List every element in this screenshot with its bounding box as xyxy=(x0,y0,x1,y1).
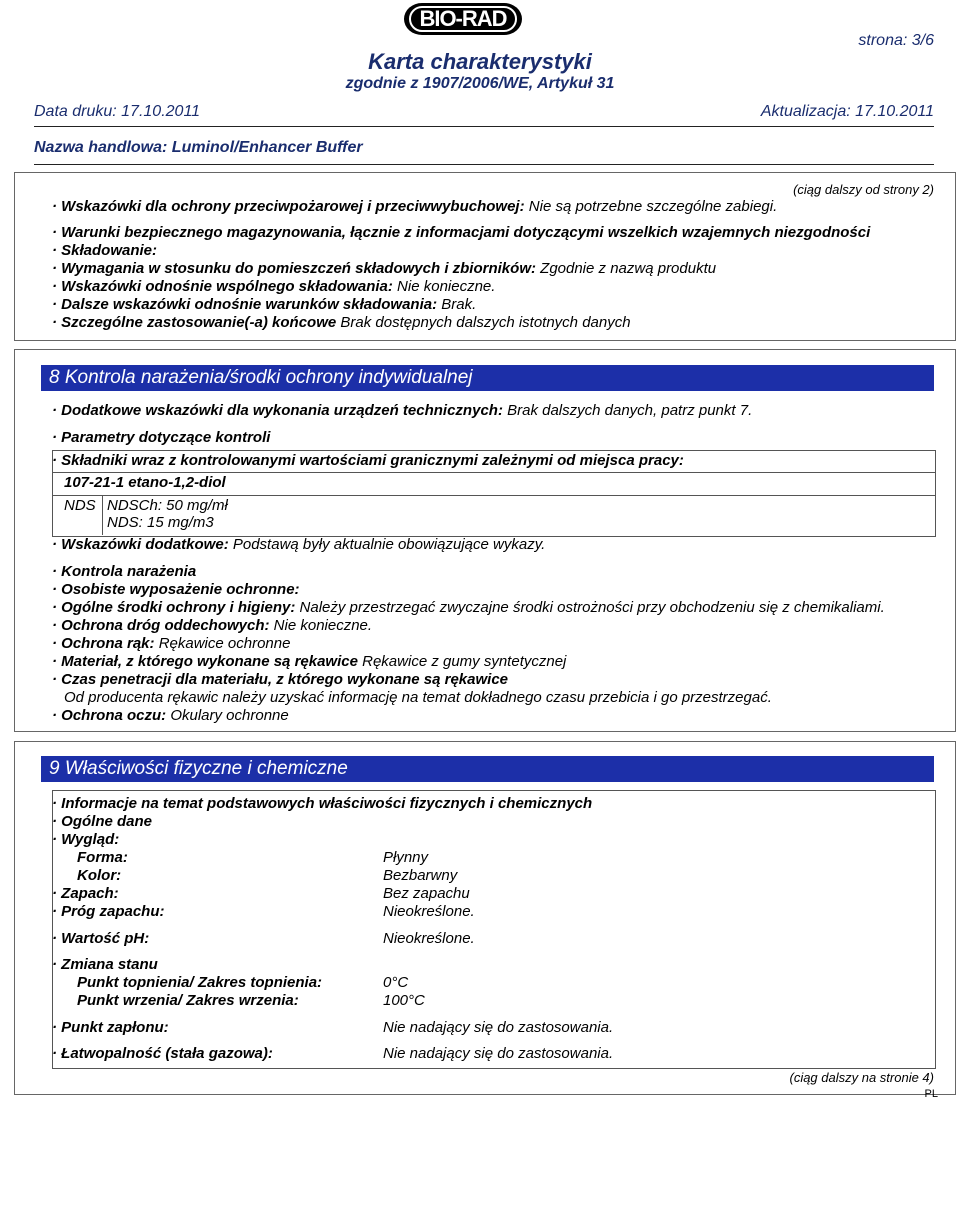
section9-title: 9 Właściwości fizyczne i chemiczne xyxy=(41,756,934,782)
odor-value: Bez zapachu xyxy=(383,885,470,902)
flammability-value: Nie nadający się do zastosowania. xyxy=(383,1045,614,1062)
flash-point-value: Nie nadający się do zastosowania. xyxy=(383,1019,614,1036)
update-date: Aktualizacja: 17.10.2011 xyxy=(760,103,934,120)
fire-protection-line xyxy=(52,198,777,216)
continued-from: (ciąg dalszy od strony 2) xyxy=(793,182,934,197)
color-label: Kolor: xyxy=(77,867,122,884)
storage-label: · Składowanie: xyxy=(52,242,158,259)
properties-info-label: · Informacje na temat podstawowych właściwości fizycznych i chemicznych xyxy=(52,795,593,812)
ph-value: Nieokreślone. xyxy=(383,930,475,947)
eyes-value: Okulary ochronne xyxy=(166,707,289,724)
extra-info-value: Podstawą były aktualnie obowiązujące wykazy. xyxy=(228,536,546,553)
table-header: · Składniki wraz z kontrolowanymi wartościami granicznymi zależnymi od miejsca pracy: xyxy=(52,452,684,469)
flammability-label: · Łatwopalność (stała gazowa): xyxy=(52,1045,273,1062)
document-title: Karta charakterystyki xyxy=(368,49,592,74)
penetration-value: Od producenta rękawic należy uzyskać informację na temat dokładnego czasu przebicia i go przestrzegać. xyxy=(64,689,772,706)
respiratory-label: · Ochrona dróg oddechowych: xyxy=(52,617,270,634)
technical-measures-line xyxy=(52,402,752,420)
extra-info-label: · Wskazówki dodatkowe: xyxy=(52,536,229,553)
joint-storage-line xyxy=(52,278,495,296)
eyes-line xyxy=(52,707,289,725)
ndsch-value: NDSCh: 50 mg/mł xyxy=(107,497,228,514)
hands-value: Rękawice ochronne xyxy=(154,635,291,652)
table-divider-2 xyxy=(52,495,935,496)
continued-on: (ciąg dalszy na stronie 4) xyxy=(789,1070,934,1085)
header-divider xyxy=(34,126,934,127)
melting-label: Punkt topnienia/ Zakres topnienia: xyxy=(77,974,323,991)
hands-line xyxy=(52,635,290,653)
storage-requirements-label: · Wymagania w stosunku do pomieszczeń składowych i zbiorników: xyxy=(52,260,536,277)
trade-name: Nazwa handlowa: Luminol/Enhancer Buffer xyxy=(34,139,363,156)
glove-material-line xyxy=(52,653,566,671)
form-label: Forma: xyxy=(77,849,128,866)
further-storage-label: · Dalsze wskazówki odnośnie warunków składowania: xyxy=(52,296,438,313)
odor-threshold-value: Nieokreślone. xyxy=(383,903,475,920)
ppe-label: · Osobiste wyposażenie ochronne: xyxy=(52,581,300,598)
further-storage-line xyxy=(52,296,476,314)
nds-value: NDS: 15 mg/m3 xyxy=(107,514,214,531)
language-code: PL xyxy=(924,1088,938,1100)
state-change-label: · Zmiana stanu xyxy=(52,956,158,973)
nds-label: NDS xyxy=(64,497,96,514)
respiratory-value: Nie konieczne. xyxy=(269,617,373,634)
odor-label: · Zapach: xyxy=(52,885,119,902)
end-use-line xyxy=(52,314,631,332)
table-divider xyxy=(52,472,935,473)
exposure-control-label: · Kontrola narażenia xyxy=(52,563,197,580)
further-storage-value: Brak. xyxy=(437,296,477,313)
fire-protection-value: Nie są potrzebne szczególne zabiegi. xyxy=(524,198,778,215)
storage-requirements-value: Zgodnie z nazwą produktu xyxy=(535,260,717,277)
end-use-label: · Szczególne zastosowanie(-a) końcowe xyxy=(52,314,337,331)
extra-info-line xyxy=(52,536,545,554)
respiratory-line xyxy=(52,617,372,635)
color-value: Bezbarwny xyxy=(383,867,458,884)
header-divider-2 xyxy=(34,164,934,165)
hygiene-line xyxy=(52,599,885,617)
boiling-label: Punkt wrzenia/ Zakres wrzenia: xyxy=(77,992,299,1009)
page-number: strona: 3/6 xyxy=(858,32,934,49)
storage-conditions-label: · Warunki bezpiecznego magazynowania, łącznie z informacjami dotyczącymi wszelkich wzajemnych niezgodności xyxy=(52,224,871,241)
glove-material-label: · Materiał, z którego wykonane są rękawice xyxy=(52,653,358,670)
joint-storage-label: · Wskazówki odnośnie wspólnego składowania: xyxy=(52,278,393,295)
appearance-label: · Wygląd: xyxy=(52,831,120,848)
end-use-value: Brak dostępnych dalszych istotnych danych xyxy=(336,314,631,331)
flash-point-label: · Punkt zapłonu: xyxy=(52,1019,169,1036)
odor-threshold-label: · Próg zapachu: xyxy=(52,903,165,920)
bio-rad-logo xyxy=(404,3,522,35)
control-parameters-label: · Parametry dotyczące kontroli xyxy=(52,429,271,446)
hands-label: · Ochrona rąk: xyxy=(52,635,155,652)
logo-text: BIO-RAD xyxy=(409,6,516,32)
form-value: Płynny xyxy=(383,849,429,866)
technical-measures-label: · Dodatkowe wskazówki dla wykonania urządzeń technicznych: xyxy=(52,402,503,419)
substance-name: 107-21-1 etano-1,2-diol xyxy=(64,474,226,491)
eyes-label: · Ochrona oczu: xyxy=(52,707,167,724)
storage-requirements-line xyxy=(52,260,716,278)
melting-value: 0°C xyxy=(383,974,409,991)
print-date: Data druku: 17.10.2011 xyxy=(34,103,201,120)
penetration-label: · Czas penetracji dla materiału, z którego wykonane są rękawice xyxy=(52,671,509,688)
section8-title: 8 Kontrola narażenia/środki ochrony indywidualnej xyxy=(41,365,934,391)
glove-material-value: Rękawice z gumy syntetycznej xyxy=(357,653,567,670)
hygiene-value: Należy przestrzegać zwyczajne środki ostrożności przy obchodzeniu się z chemikaliami. xyxy=(295,599,885,616)
general-data-label: · Ogólne dane xyxy=(52,813,153,830)
boiling-value: 100°C xyxy=(383,992,425,1009)
joint-storage-value: Nie konieczne. xyxy=(392,278,496,295)
table-col-divider xyxy=(102,496,103,535)
fire-protection-label: · Wskazówki dla ochrony przeciwpożarowej i przeciwwybuchowej: xyxy=(52,198,525,215)
document-subtitle: zgodnie z 1907/2006/WE, Artykuł 31 xyxy=(345,75,615,92)
hygiene-label: · Ogólne środki ochrony i higieny: xyxy=(52,599,296,616)
technical-measures-value: Brak dalszych danych, patrz punkt 7. xyxy=(502,402,753,419)
ph-label: · Wartość pH: xyxy=(52,930,150,947)
